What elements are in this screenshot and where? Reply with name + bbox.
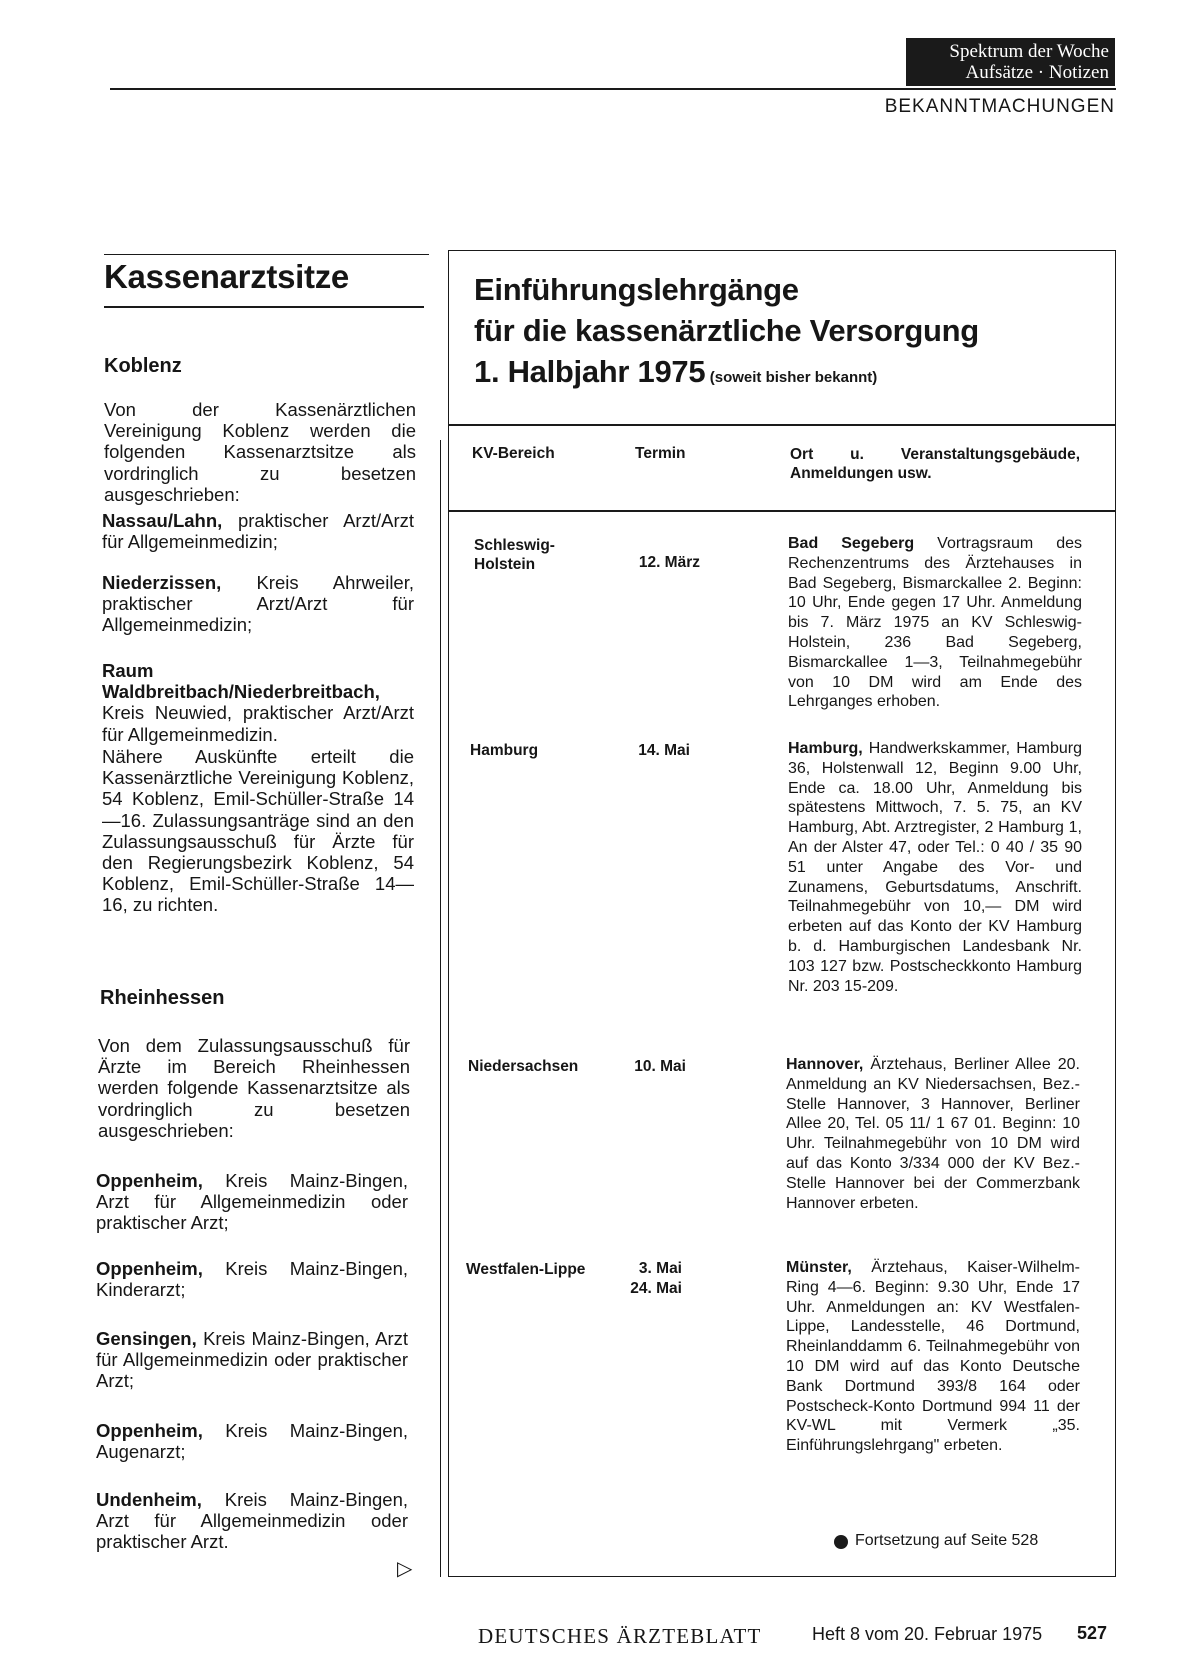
- koblenz-heading: Koblenz: [104, 355, 182, 377]
- rheinhessen-entry: [96, 1170, 408, 1234]
- entry-place: Raum Waldbreitbach/Niederbreitbach,: [102, 660, 380, 703]
- rheinhessen-entry: [96, 1258, 408, 1300]
- entry-text: Kreis Ahrweiler, praktischer Arzt/Arzt für Allgemeinmedizin;: [102, 572, 414, 636]
- entry-text: Kreis Mainz-Bingen, Arzt für Allgemeinmedizin oder praktischer Arzt;: [96, 1328, 408, 1392]
- table-row-ort: [786, 1055, 1080, 1213]
- table-row-termin: 12. März: [638, 554, 700, 571]
- table-row-ort-text: Ärztehaus, Berliner Allee 20. Anmeldung an KV Niedersachsen, Bez.-Stelle Hannover, 3 Hannover, Berliner Allee 20, Tel. 05 11/ 1 67 01. Beginn: 10 Uhr. Teilnahmegebühr von 10 DM wird auf das Konto 3/334 000 der KV Bez.-Stelle Hannover bei der Commerzbank Hannover erbeten.: [786, 1056, 1080, 1212]
- entry-place: Oppenheim,: [96, 1170, 203, 1191]
- table-row-ort: [788, 534, 1082, 712]
- column-header-termin: Termin: [635, 445, 686, 462]
- koblenz-entry: [102, 572, 414, 636]
- entry-text: Kreis Mainz-Bingen, Augenarzt;: [96, 1420, 408, 1463]
- left-column-title-rule: [104, 306, 424, 308]
- table-row-termin: 14. Mai: [638, 742, 690, 759]
- column-header-ort: Ort u. Veranstaltungsgebäude, Anmeldungen usw.: [790, 446, 1080, 482]
- koblenz-intro: Von der Kassenärztlichen Vereinigung Koblenz werden die folgenden Kassenarztsitze als vordringlich zu besetzen ausgeschrieben:: [104, 399, 416, 505]
- section-badge-line2: Aufsätze · Notizen: [965, 62, 1109, 83]
- table-row-termin: 10. Mai: [634, 1058, 686, 1075]
- entry-text: praktischer Arzt/Arzt für Allgemeinmedizin;: [102, 510, 414, 553]
- footer-brand: DEUTSCHES ÄRZTEBLATT: [478, 1624, 762, 1648]
- table-row-ort-place: Hamburg,: [788, 740, 863, 757]
- box-title-line3: [474, 354, 877, 390]
- rheinhessen-entry: [96, 1328, 408, 1392]
- entry-place: Undenheim,: [96, 1489, 202, 1510]
- table-row-kv: Niedersachsen: [468, 1058, 579, 1075]
- table-row-ort-place: Hannover,: [786, 1056, 864, 1073]
- table-row-kv: Schleswig- Holstein: [474, 537, 555, 573]
- table-row-ort-place: Münster,: [786, 1259, 852, 1276]
- table-row-ort: [788, 739, 1082, 996]
- header-rule: [110, 88, 1116, 90]
- table-row-ort-place: Bad Segeberg: [788, 535, 915, 552]
- section-badge: [906, 38, 1115, 86]
- bullet-icon: [834, 1535, 848, 1549]
- table-row-ort-text: Ärztehaus, Kaiser-Wilhelm-Ring 4—6. Beginn: 9.30 Uhr, Ende 17 Uhr. Anmeldungen an: KV Westfalen-Lippe, Landesstelle, 46 Dortmund, Rheinlanddamm 6. Teilnahmegebühr von 10 DM wird auf das Konto Deutsche Bank Dortmund 393/8 164 oder Postscheck-Konto Dortmund 994 11 der KV-WL mit Vermerk „35. Einführungslehrgang" erbeten.: [786, 1259, 1080, 1455]
- table-header-top-rule: [448, 424, 1116, 426]
- table-row-kv: Westfalen-Lippe: [466, 1261, 586, 1278]
- koblenz-entry: [102, 660, 414, 745]
- entry-place: Oppenheim,: [96, 1258, 203, 1279]
- left-column-title: Kassenarztsitze: [104, 258, 349, 295]
- box-title-line1: Einführungslehrgänge: [474, 272, 799, 307]
- table-row-ort-text: Vortragsraum des Rechenzentrums des Ärztehauses in Bad Segeberg, Bismarckallee 2. Beginn: 10 Uhr, Ende gegen 17 Uhr. Anmeldung bis 7. März 1975 an KV Schleswig-Holstein, 236 Bad Segeberg, Bismarckallee 1—3, Teilnahmegebühr von 10 DM wird am Ende des Lehrganges erhoben.: [788, 535, 1082, 711]
- table-row-ort-text: Handwerkskammer, Hamburg 36, Holstenwall 12, Beginn 9.00 Uhr, Ende ca. 18.00 Uhr, Anmeldung bis spätestens Mittwoch, 7. 5. 75, an KV Hamburg, Abt. Arztregister, 2 Hamburg 1, An der Alster 47, oder Tel.: 0 40 / 35 90 51 unter Angabe des Vor- und Zunamens, Geburtsdatums, Anschrift. Teilnahmegebühr von 10,— DM wird erbeten auf das Konto der KV Hamburg b. d. Hamburgischen Landesbank Nr. 103 127 bzw. Postscheckkonto Hamburg Nr. 203 15-209.: [788, 740, 1082, 995]
- rheinhessen-entry: [96, 1489, 408, 1553]
- section-label: BEKANNTMACHUNGEN: [884, 96, 1115, 117]
- rheinhessen-heading: Rheinhessen: [100, 987, 225, 1009]
- column-header-kv: KV-Bereich: [472, 445, 555, 462]
- course-table-left-rule: [440, 440, 441, 1577]
- entry-text: Kreis Mainz-Bingen, Kinderarzt;: [96, 1258, 408, 1301]
- footer-issue: Heft 8 vom 20. Februar 1975: [812, 1624, 1043, 1644]
- entry-place: Niederzissen,: [102, 572, 222, 593]
- koblenz-entry: [102, 510, 414, 552]
- continue-arrow-icon: ▷: [397, 1558, 413, 1580]
- table-header-bottom-rule: [448, 510, 1116, 512]
- rheinhessen-entry: [96, 1420, 408, 1462]
- entry-text: Kreis Mainz-Bingen, Arzt für Allgemeinmedizin oder praktischer Arzt.: [96, 1489, 408, 1553]
- continuation-note: Fortsetzung auf Seite 528: [855, 1532, 1039, 1549]
- table-row-kv: Hamburg: [470, 742, 539, 759]
- koblenz-info: Nähere Auskünfte erteilt die Kassenärztliche Vereinigung Koblenz, 54 Koblenz, Emil-Schüller-Straße 14—16. Zulassungsanträge sind an den Zulassungsausschuß für Ärzte für den Regierungsbezirk Koblenz, 54 Koblenz, Emil-Schüller-Straße 14—16, zu richten.: [102, 746, 414, 916]
- section-badge-line1: Spektrum der Woche: [949, 41, 1109, 62]
- table-row-termin: 3. Mai 24. Mai: [630, 1260, 682, 1297]
- box-title-line2: für die kassenärztliche Versorgung: [474, 313, 979, 348]
- entry-text: Kreis Neuwied, praktischer Arzt/Arzt für Allgemeinmedizin.: [102, 702, 414, 745]
- box-title-note: (soweit bisher bekannt): [709, 369, 878, 386]
- left-column-top-rule: [104, 254, 429, 255]
- entry-text: Kreis Mainz-Bingen, Arzt für Allgemeinmedizin oder praktischer Arzt;: [96, 1170, 408, 1234]
- rheinhessen-intro: Von dem Zulassungsausschuß für Ärzte im Bereich Rheinhessen werden folgende Kassenarztsitze als vordringlich zu besetzen ausgeschrieben:: [98, 1035, 410, 1141]
- entry-place: Gensingen,: [96, 1328, 197, 1349]
- box-title-period: 1. Halbjahr 1975: [474, 354, 706, 389]
- entry-place: Oppenheim,: [96, 1420, 203, 1441]
- page-number: 527: [1077, 1623, 1108, 1643]
- table-row-ort: [786, 1258, 1080, 1456]
- entry-place: Nassau/Lahn,: [102, 510, 223, 531]
